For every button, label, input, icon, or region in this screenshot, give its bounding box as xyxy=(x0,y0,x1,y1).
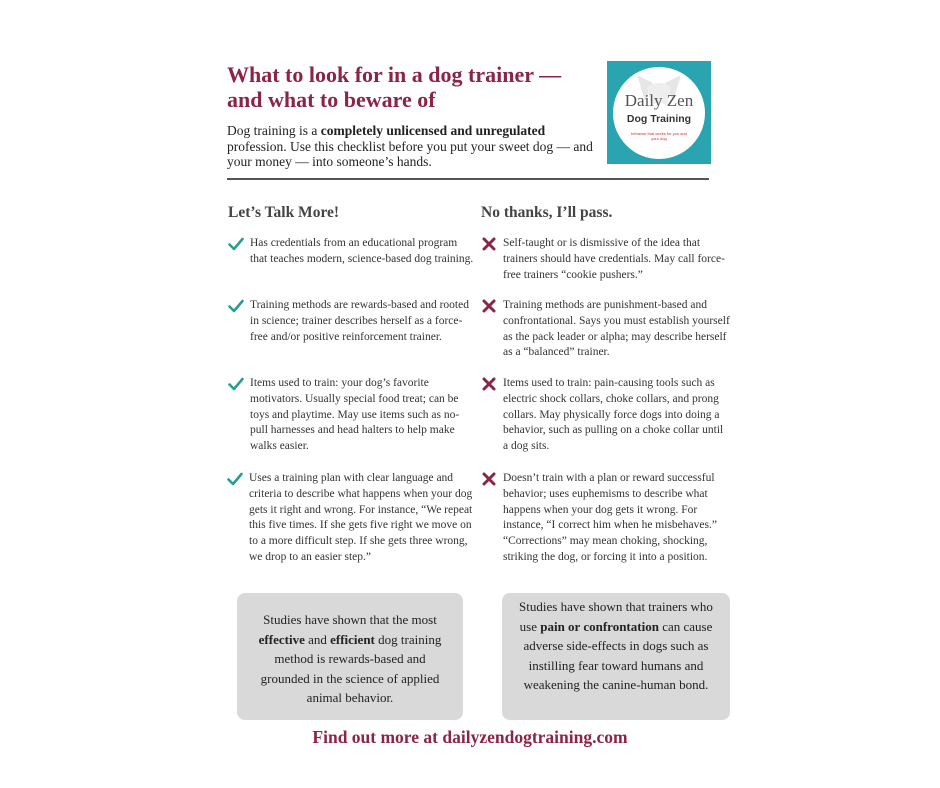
punishment-summary-box xyxy=(502,593,730,720)
page-title xyxy=(227,62,587,112)
check-icon xyxy=(228,376,244,392)
logo-tagline: behavior that works for you and your dog xyxy=(631,131,687,141)
bad-item-text: Training methods are punishment-based and confrontational. Says you must establish yourself as the pack leader or alpha; may describe herself as a “balanced” trainer. xyxy=(503,299,730,359)
good-item-2 xyxy=(250,298,474,345)
x-icon xyxy=(481,298,497,314)
daily-zen-logo xyxy=(607,61,711,164)
left-box-text-1: Studies have shown that the most xyxy=(263,612,437,627)
intro-text-2: profession. Use this checklist before you put your sweet dog — and your money — into someone’s hands. xyxy=(227,138,593,169)
x-icon xyxy=(481,376,497,392)
logo-line-1: Daily Zen xyxy=(624,91,694,110)
good-item-1 xyxy=(250,236,474,268)
right-box-text-2: can cause adverse side-effects in dogs such as instilling fear toward humans and weakening the canine-human bond. xyxy=(523,618,713,692)
title-line-2: and what to beware of xyxy=(227,87,436,112)
x-icon xyxy=(481,236,497,252)
good-item-4 xyxy=(249,471,475,566)
intro-paragraph xyxy=(227,123,597,170)
check-icon xyxy=(228,236,244,252)
left-box-bold-1: effective xyxy=(258,631,305,647)
intro-bold: completely unlicensed and unregulated xyxy=(320,123,546,138)
good-item-text: Has credentials from an educational program that teaches modern, science-based dog training. xyxy=(250,237,474,265)
left-box-bold-2: efficient xyxy=(330,631,375,647)
bad-item-4 xyxy=(503,471,733,566)
bad-item-2 xyxy=(503,298,731,361)
check-icon xyxy=(228,298,244,314)
left-box-text-3: dog training method is rewards-based and grounded in the science of applied animal behavior. xyxy=(260,631,442,705)
bad-item-text: Doesn’t train with a plan or reward successful behavior; uses euphemisms to describe what happens when your dog gets it wrong. For instance, “I correct him when he misbehaves.” “Corrections” may mean choking, shocking, striking the dog, or forcing it into a position. xyxy=(503,472,717,563)
good-item-text: Items used to train: your dog’s favorite motivators. Usually special food treat; can be toys and playtime. May use items such as no-pull harnesses and head halters to help make walks easier. xyxy=(250,377,460,453)
good-item-3 xyxy=(250,376,474,455)
right-box-text-1: Studies have shown that trainers who use xyxy=(519,599,713,634)
bad-item-1 xyxy=(503,236,727,283)
good-column-heading: Let’s Talk More! xyxy=(228,204,340,221)
header-divider xyxy=(227,178,709,180)
left-box-text-2: and xyxy=(304,631,331,647)
title-line-1: What to look for in a dog trainer — xyxy=(227,62,562,87)
good-item-text: Training methods are rewards-based and rooted in science; trainer describes herself as a force-free and/or positive reinforcement trainer. xyxy=(250,299,469,343)
footer-link-text: Find out more at dailyzendogtraining.com xyxy=(312,727,628,747)
check-icon xyxy=(227,471,243,487)
intro-text-1: Dog training is a xyxy=(227,123,321,138)
rewards-summary-box xyxy=(237,593,463,720)
bad-item-text: Self-taught or is dismissive of the idea that trainers should have credentials. May call force-free trainers “cookie pushers.” xyxy=(503,237,725,281)
bad-item-text: Items used to train: pain-causing tools such as electric shock collars, choke collars, and prong collars. May physically force dogs into doing a behavior, such as pulling on a choke collar until a dog sits. xyxy=(503,377,724,453)
right-box-bold: pain or confrontation xyxy=(540,618,659,634)
bad-item-3 xyxy=(503,376,731,455)
bad-column-heading: No thanks, I’ll pass. xyxy=(481,204,613,221)
logo-line-2: Dog Training xyxy=(626,113,692,125)
good-item-text: Uses a training plan with clear language and criteria to describe what happens when your dog gets it right and wrong. For instance, “We repeat this five times. If she gets five right we move on to a more difficult step. If she gets three wrong, we drop to an easier step.” xyxy=(249,472,473,563)
x-icon xyxy=(481,471,497,487)
